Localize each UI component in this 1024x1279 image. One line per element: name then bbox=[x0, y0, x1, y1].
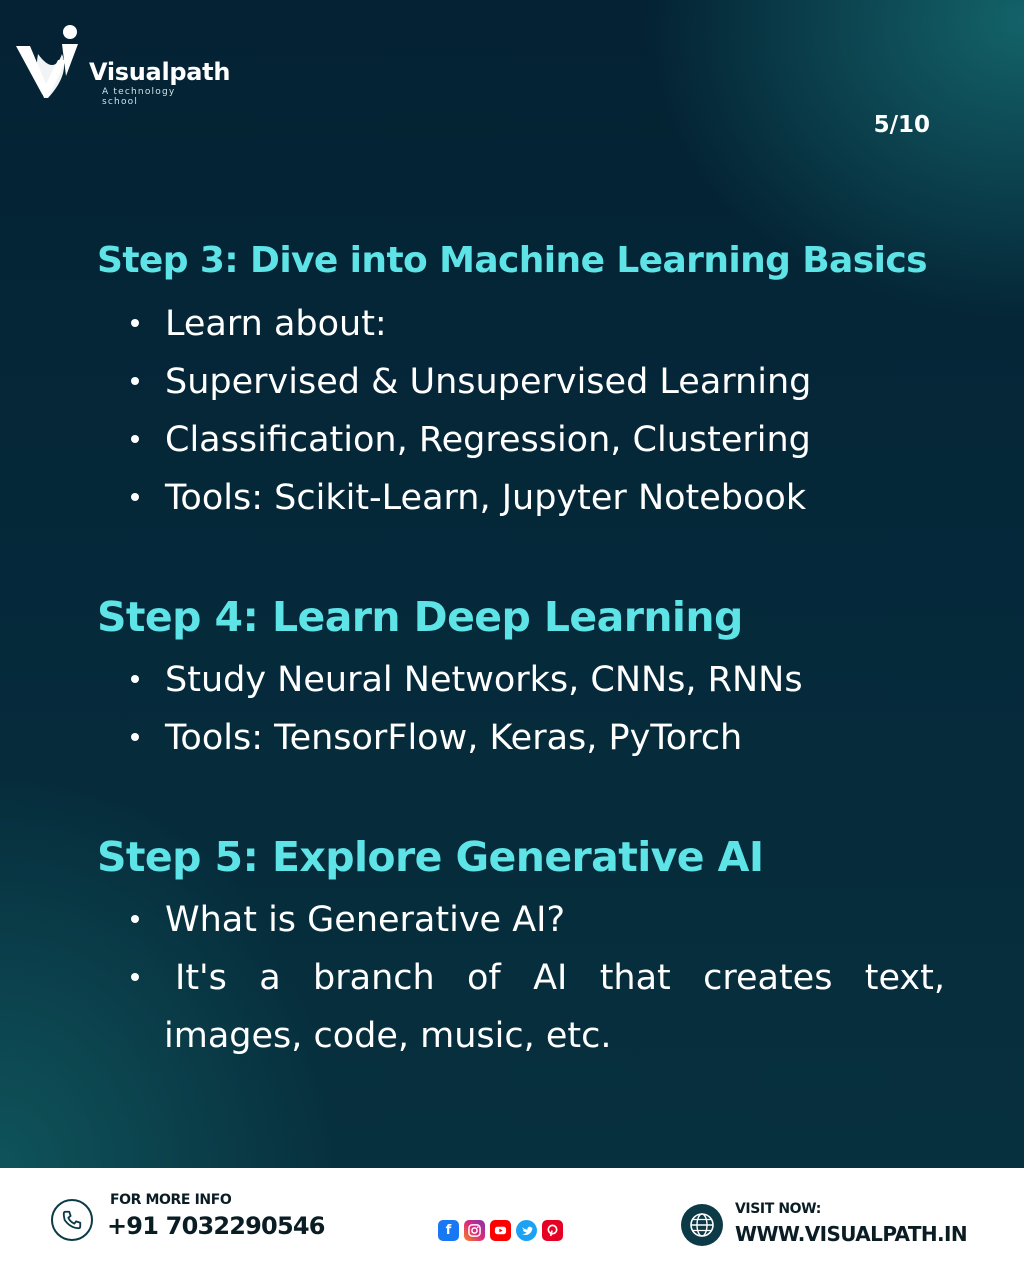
word: of bbox=[467, 958, 501, 998]
list-item-continuation: images, code, music, etc. bbox=[164, 1016, 612, 1056]
list-item bbox=[131, 295, 811, 353]
phone-icon[interactable] bbox=[51, 1199, 93, 1241]
pinterest-icon[interactable] bbox=[542, 1220, 563, 1241]
bullet-icon bbox=[131, 733, 139, 741]
bullet-icon bbox=[131, 675, 139, 683]
globe-icon[interactable] bbox=[681, 1204, 723, 1246]
list-item bbox=[131, 469, 811, 527]
bullet-icon bbox=[131, 377, 139, 385]
list-item-text: Tools: TensorFlow, Keras, PyTorch bbox=[165, 718, 743, 758]
word: branch bbox=[313, 958, 435, 998]
footer bbox=[0, 1168, 1024, 1279]
bullet-icon bbox=[131, 319, 139, 327]
word: creates bbox=[703, 958, 833, 998]
list-item-text: Study Neural Networks, CNNs, RNNs bbox=[165, 660, 803, 700]
list-item-text: Classification, Regression, Clustering bbox=[165, 420, 811, 460]
bullet-icon bbox=[131, 435, 139, 443]
list-item bbox=[131, 411, 811, 469]
step-3-list bbox=[131, 295, 811, 527]
word: It's bbox=[175, 958, 227, 998]
word: text, bbox=[864, 958, 945, 998]
word: that bbox=[599, 958, 671, 998]
list-item bbox=[131, 709, 803, 767]
list-item bbox=[131, 651, 803, 709]
brand-tagline: A technology school bbox=[102, 87, 176, 107]
bullet-icon bbox=[131, 915, 139, 923]
list-item-text: Tools: Scikit-Learn, Jupyter Notebook bbox=[165, 478, 807, 518]
word: AI bbox=[533, 958, 568, 998]
list-item-text: What is Generative AI? bbox=[165, 900, 566, 940]
word: a bbox=[259, 958, 281, 998]
list-item-text: Learn about: bbox=[165, 304, 387, 344]
visit-label: VISIT NOW: bbox=[735, 1201, 821, 1217]
list-item-text: Supervised & Unsupervised Learning bbox=[165, 362, 812, 402]
brand-logo[interactable] bbox=[14, 24, 231, 107]
twitter-icon[interactable] bbox=[516, 1220, 537, 1241]
bullet-icon bbox=[131, 973, 139, 981]
social-links bbox=[438, 1220, 563, 1242]
step-3-heading: Step 3: Dive into Machine Learning Basics bbox=[97, 240, 927, 281]
page-counter: 5/10 bbox=[873, 112, 930, 138]
phone-number-link[interactable]: +91 7032290546 bbox=[107, 1212, 325, 1240]
step-5-list bbox=[131, 891, 945, 1007]
visualpath-logo-mark-icon bbox=[14, 24, 94, 104]
list-item bbox=[131, 891, 945, 949]
step-4-list bbox=[131, 651, 803, 767]
step-5-heading: Step 5: Explore Generative AI bbox=[97, 833, 764, 881]
list-item bbox=[131, 353, 811, 411]
facebook-icon[interactable]: f bbox=[438, 1220, 459, 1241]
bullet-icon bbox=[131, 493, 139, 501]
contact-label: FOR MORE INFO bbox=[110, 1192, 232, 1208]
youtube-icon[interactable] bbox=[490, 1220, 511, 1241]
instagram-icon[interactable] bbox=[464, 1220, 485, 1241]
list-item-text bbox=[165, 949, 945, 1007]
brand-name: Visualpath bbox=[89, 58, 231, 86]
step-4-heading: Step 4: Learn Deep Learning bbox=[97, 593, 743, 641]
list-item bbox=[131, 949, 945, 1007]
website-link[interactable]: WWW.VISUALPATH.IN bbox=[735, 1222, 968, 1246]
